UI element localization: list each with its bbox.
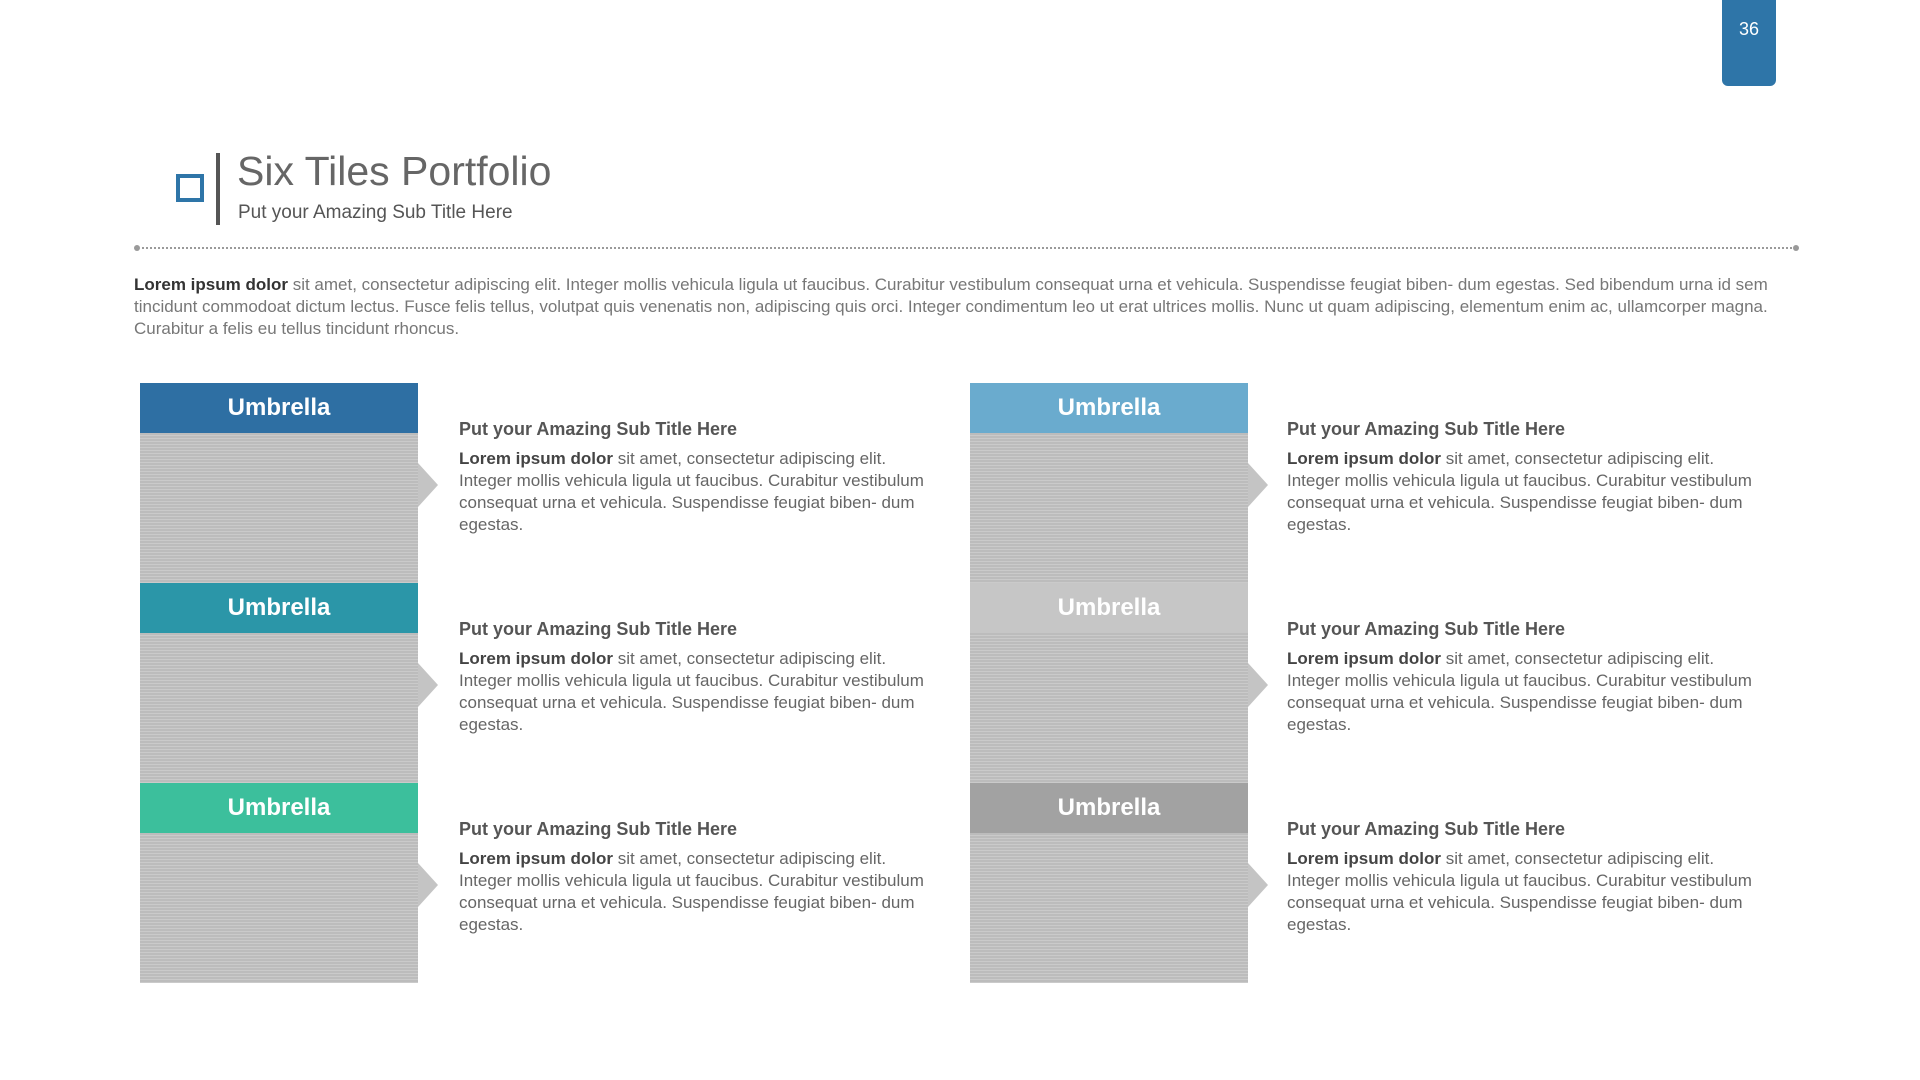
tile-header: Umbrella xyxy=(140,383,418,433)
block-title: Put your Amazing Sub Title Here xyxy=(1287,619,1566,639)
block-body: sit amet, consectetur adipiscing elit. Integer mollis vehicula ligula ut faucibus. Curabitur vestibulum consequat urna et vehicula. Suspendisse feugiat biben- dum egestas. xyxy=(459,449,924,534)
page-number: 36 xyxy=(1738,19,1760,39)
block-text xyxy=(459,648,929,736)
block-body: sit amet, consectetur adipiscing elit. Integer mollis vehicula ligula ut faucibus. Curabitur vestibulum consequat urna et vehicula. Suspendisse feugiat biben- dum egestas. xyxy=(1287,449,1752,534)
intro-text: sit amet, consectetur adipiscing elit. Integer mollis vehicula ligula ut faucibus. Curabitur vestibulum consequat urna et vehicula. Suspendisse feugiat biben- dum egestas. Sed bibendum urna id sem tincidunt commodoat dictum lectus. Fusce felis tellus, volutpat quis venenatis non, adipiscing quis orci. Integer condimentum leo ut erat ultrices mollis. Nunc ut quam adipiscing, elementum enim ac, ullamcorper magna. Curabitur a felis eu tellus tincidunt rhoncus. xyxy=(134,275,1768,338)
block-body: sit amet, consectetur adipiscing elit. Integer mollis vehicula ligula ut faucibus. Curabitur vestibulum consequat urna et vehicula. Suspendisse feugiat biben- dum egestas. xyxy=(1287,849,1752,934)
tile-pointer xyxy=(1248,863,1268,907)
block-text xyxy=(459,448,929,536)
text-block-3 xyxy=(459,818,929,936)
tile-6 xyxy=(970,783,1248,983)
text-block-2 xyxy=(459,618,929,736)
text-block-4 xyxy=(1287,418,1757,536)
block-body: sit amet, consectetur adipiscing elit. Integer mollis vehicula ligula ut faucibus. Curabitur vestibulum consequat urna et vehicula. Suspendisse feugiat biben- dum egestas. xyxy=(1287,649,1752,734)
tile-5 xyxy=(970,583,1248,783)
intro-paragraph xyxy=(134,274,1784,340)
tile-header: Umbrella xyxy=(140,783,418,833)
block-body: sit amet, consectetur adipiscing elit. Integer mollis vehicula ligula ut faucibus. Curabitur vestibulum consequat urna et vehicula. Suspendisse feugiat biben- dum egestas. xyxy=(459,849,924,934)
block-text xyxy=(1287,648,1757,736)
tile-1 xyxy=(140,383,418,583)
tile-pointer xyxy=(418,463,438,507)
block-body: sit amet, consectetur adipiscing elit. Integer mollis vehicula ligula ut faucibus. Curabitur vestibulum consequat urna et vehicula. Suspendisse feugiat biben- dum egestas. xyxy=(459,649,924,734)
block-bold: Lorem ipsum dolor xyxy=(459,649,613,668)
page-subtitle: Put your Amazing Sub Title Here xyxy=(238,202,513,223)
tile-pointer xyxy=(1248,463,1268,507)
text-block-1 xyxy=(459,418,929,536)
block-bold: Lorem ipsum dolor xyxy=(1287,649,1441,668)
page-title: Six Tiles Portfolio xyxy=(237,148,552,194)
block-title: Put your Amazing Sub Title Here xyxy=(459,619,738,639)
tile-header: Umbrella xyxy=(970,783,1248,833)
tile-2 xyxy=(140,583,418,783)
tile-pointer xyxy=(418,863,438,907)
tile-pointer xyxy=(1248,663,1268,707)
dotted-divider xyxy=(137,247,1796,249)
block-title: Put your Amazing Sub Title Here xyxy=(459,819,738,839)
page-number-badge xyxy=(1722,0,1776,86)
block-bold: Lorem ipsum dolor xyxy=(1287,449,1441,468)
tile-4 xyxy=(970,383,1248,583)
square-icon xyxy=(176,174,204,202)
block-bold: Lorem ipsum dolor xyxy=(1287,849,1441,868)
block-bold: Lorem ipsum dolor xyxy=(459,449,613,468)
intro-bold: Lorem ipsum dolor xyxy=(134,275,288,294)
block-text xyxy=(459,848,929,936)
text-block-5 xyxy=(1287,618,1757,736)
tile-3 xyxy=(140,783,418,983)
text-block-6 xyxy=(1287,818,1757,936)
tile-pointer xyxy=(418,663,438,707)
tile-header: Umbrella xyxy=(140,583,418,633)
block-text xyxy=(1287,448,1757,536)
title-divider xyxy=(216,153,220,225)
block-title: Put your Amazing Sub Title Here xyxy=(1287,419,1566,439)
tile-header: Umbrella xyxy=(970,383,1248,433)
block-title: Put your Amazing Sub Title Here xyxy=(459,419,738,439)
block-text xyxy=(1287,848,1757,936)
block-bold: Lorem ipsum dolor xyxy=(459,849,613,868)
block-title: Put your Amazing Sub Title Here xyxy=(1287,819,1566,839)
tile-header: Umbrella xyxy=(970,583,1248,633)
